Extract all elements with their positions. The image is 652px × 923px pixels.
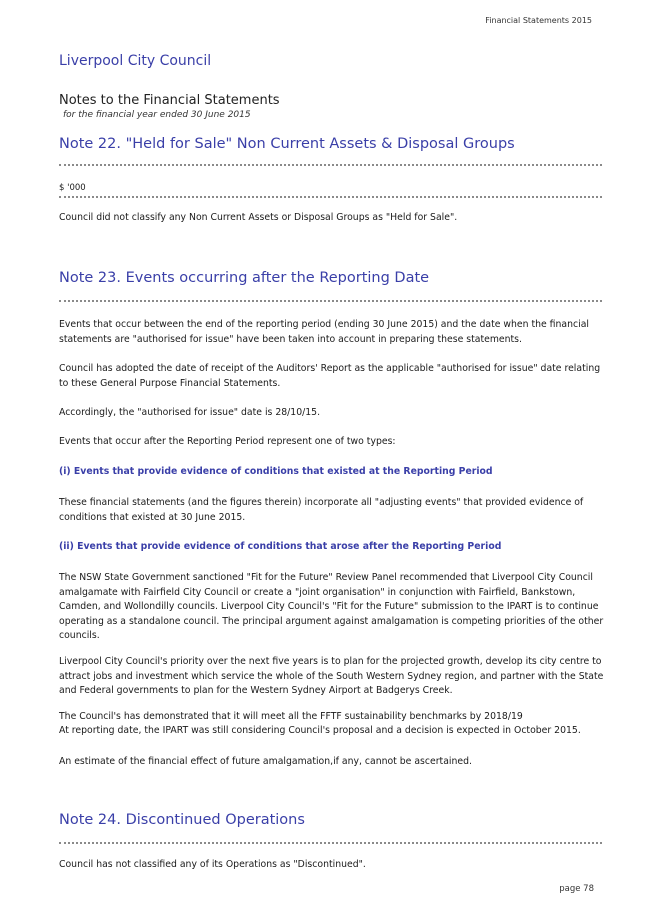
note23-paragraph-6: The NSW State Government sanctioned "Fit for the Future" Review Panel recommended that Liverpool City Council amalgamate with Fairfield City Council or create a "joint organisation" in conjunction with Fairfield, Bankstown, Camden, and Wollondilly councils. Liverpool City Council's "Fit for the Future" submission to the IPART is to continue operating as a standalone council. The principal argument against amalgamation is competing priorities of the other councils. <box>59 572 604 641</box>
note22-text: Council did not classify any Non Current Assets or Disposal Groups as "Held for Sale". <box>59 212 458 223</box>
notes-title: Notes to the Financial Statements <box>59 93 280 108</box>
note23-paragraph-8a: The Council's has demonstrated that it will meet all the FFTF sustainability benchmarks by 2018/19 <box>59 711 523 722</box>
note23-paragraph-9: An estimate of the financial effect of future amalgamation,if any, cannot be ascertained. <box>59 756 472 767</box>
header-document-title: Financial Statements 2015 <box>485 16 592 25</box>
note22-units-divider <box>59 196 602 198</box>
note22-divider <box>59 164 602 166</box>
note22-title: Note 22. "Held for Sale" Non Current Assets & Disposal Groups <box>59 136 515 152</box>
note23-divider <box>59 300 602 302</box>
note23-paragraph-2: Council has adopted the date of receipt of the Auditors' Report as the applicable "authorised for issue" date relating to these General Purpose Financial Statements. <box>59 363 601 389</box>
page-number: page 78 <box>559 884 594 894</box>
note23-paragraph-7: Liverpool City Council's priority over the next five years is to plan for the projected growth, develop its city centre to attract jobs and investment which service the whole of the South Western Sydney region, and partner with the State and Federal governments to plan for the Western Sydney Airport at Badgerys Creek. <box>59 656 604 696</box>
note22-units: $ '000 <box>59 183 86 193</box>
note23-paragraph-8b: At reporting date, the IPART was still considering Council's proposal and a decision is expected in October 2015. <box>59 725 581 736</box>
note23-paragraph-4: Events that occur after the Reporting Period represent one of two types: <box>59 436 396 447</box>
note23-paragraph-3: Accordingly, the "authorised for issue" date is 28/10/15. <box>59 407 321 418</box>
note23-paragraph-5: These financial statements (and the figures therein) incorporate all "adjusting events" that provided evidence of conditions that existed at 30 June 2015. <box>59 497 584 523</box>
note23-title: Note 23. Events occurring after the Reporting Date <box>59 270 430 286</box>
note23-paragraph-1: Events that occur between the end of the reporting period (ending 30 June 2015) and the date when the financial statements are "authorised for issue" have been taken into account in preparing these statements. <box>59 319 589 345</box>
council-name: Liverpool City Council <box>59 53 212 69</box>
note24-divider <box>59 842 602 844</box>
note23-subheading-2: (ii) Events that provide evidence of conditions that arose after the Reporting Period <box>59 541 502 552</box>
note24-text: Council has not classified any of its Operations as "Discontinued". <box>59 859 366 870</box>
year-ended: for the financial year ended 30 June 2015 <box>63 110 251 120</box>
note24-title: Note 24. Discontinued Operations <box>59 812 305 828</box>
note23-subheading-1: (i) Events that provide evidence of conditions that existed at the Reporting Period <box>59 466 493 477</box>
